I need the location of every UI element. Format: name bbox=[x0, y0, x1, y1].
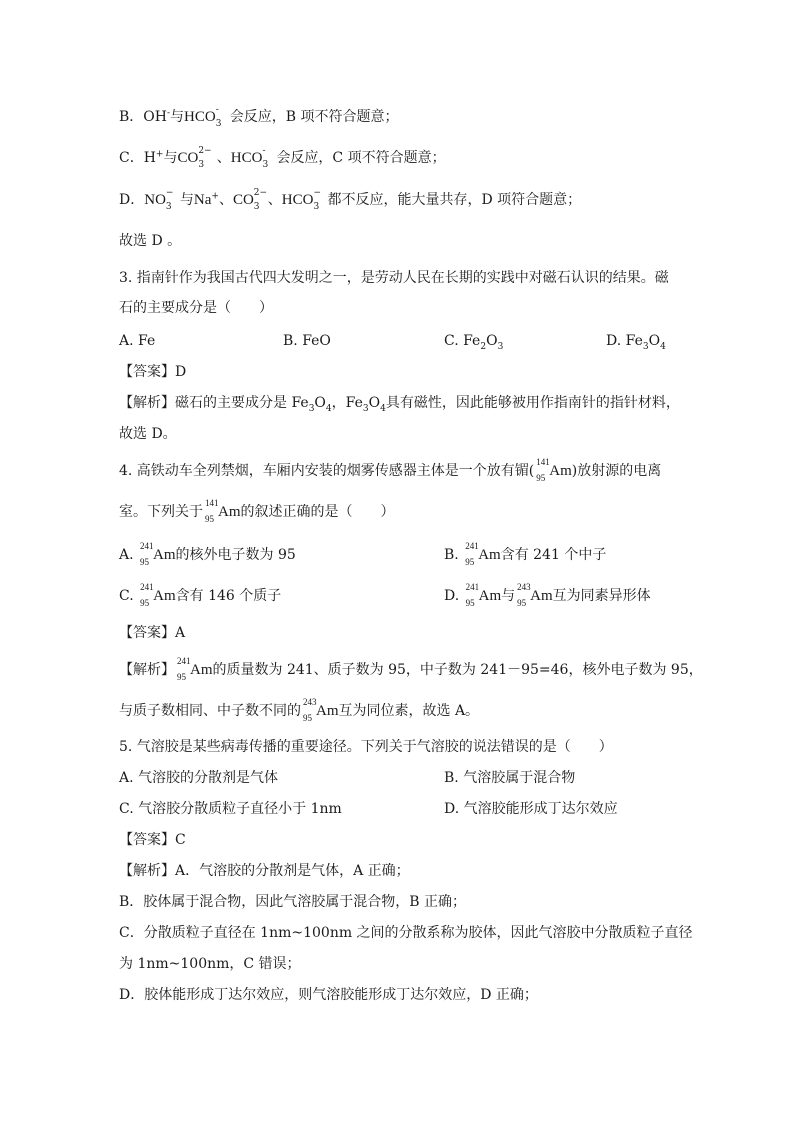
mass-number: 241 bbox=[140, 541, 154, 551]
charge: - bbox=[262, 146, 266, 156]
text: C. bbox=[119, 588, 134, 604]
text: O bbox=[368, 395, 381, 411]
text: O bbox=[648, 333, 661, 349]
subscript: 3 bbox=[198, 160, 205, 170]
mass-number: 141 bbox=[205, 498, 219, 508]
formula: HCO bbox=[230, 150, 263, 166]
element-symbol: Am bbox=[478, 547, 501, 563]
q4-option-a bbox=[119, 541, 296, 567]
text: 、 bbox=[218, 192, 233, 208]
atomic-number: 95 bbox=[140, 598, 150, 608]
text: B. bbox=[444, 547, 459, 563]
element-symbol: Am bbox=[478, 588, 502, 604]
q4-explanation-line2 bbox=[119, 697, 480, 723]
q5-explanation-line2: B．胶体属于混合物，因此气溶胶属于混合物，B 正确； bbox=[119, 894, 467, 910]
atomic-number: 95 bbox=[465, 598, 475, 608]
isotope-notation bbox=[175, 656, 191, 682]
formula: HCO bbox=[281, 192, 314, 208]
text: 会反应，B 项不符合题意； bbox=[229, 109, 399, 125]
text: 的叙述正确的是（ ） bbox=[240, 504, 395, 520]
ion-charge bbox=[254, 190, 268, 210]
text: O bbox=[314, 395, 326, 411]
subscript: 3 bbox=[308, 403, 315, 414]
formula: NO bbox=[144, 192, 166, 208]
charge: 2− bbox=[198, 146, 212, 156]
mass-number: 241 bbox=[465, 582, 480, 592]
text: D. bbox=[444, 588, 460, 604]
q4-answer: 【答案】A bbox=[119, 625, 186, 641]
explanation-line-b bbox=[119, 107, 398, 127]
text: O bbox=[486, 333, 498, 349]
mass-number: 241 bbox=[177, 656, 191, 666]
text: 4. 高铁动车全列禁烟，车厢内安装的烟雾传感器主体是一个放有镅( bbox=[119, 463, 535, 479]
atomic-number: 95 bbox=[465, 557, 475, 567]
isotope-notation bbox=[463, 541, 479, 567]
formula: Na bbox=[193, 192, 212, 208]
charge: 2− bbox=[253, 188, 268, 198]
q5-stem: 5. 气溶胶是某些病毒传播的重要途径。下列关于气溶胶的说法错误的是（ ） bbox=[119, 739, 613, 755]
subscript: 2 bbox=[480, 341, 487, 352]
subscript: 3 bbox=[362, 403, 369, 414]
isotope-notation bbox=[464, 582, 480, 608]
formula: HCO bbox=[184, 109, 216, 125]
q5-explanation-line4: 为 1nm~100nm，C 错误； bbox=[119, 956, 301, 972]
formula: CO bbox=[232, 192, 254, 208]
text: 含有 146 个质子 bbox=[175, 588, 282, 604]
text: C. Fe bbox=[444, 333, 481, 349]
text: 都不反应，能大量共存，D 项符合题意； bbox=[327, 192, 582, 208]
text: 互为同素异形体 bbox=[552, 588, 651, 604]
ion-charge bbox=[262, 148, 276, 168]
text: 【解析】 bbox=[119, 662, 175, 678]
q4-stem-line2 bbox=[119, 498, 395, 524]
text: 、 bbox=[212, 150, 231, 166]
subscript: 3 bbox=[165, 202, 172, 212]
subscript: 3 bbox=[313, 202, 320, 212]
q3-option-a: A. Fe bbox=[119, 333, 156, 349]
superscript: - bbox=[166, 108, 171, 119]
ion-charge bbox=[313, 190, 327, 210]
text: 含有 241 个中子 bbox=[500, 547, 607, 563]
text: )放射源的电离 bbox=[571, 463, 662, 479]
subscript: 3 bbox=[642, 341, 649, 352]
element-symbol: Am bbox=[218, 504, 241, 520]
mass-number: 243 bbox=[303, 697, 317, 707]
mass-number: 241 bbox=[465, 541, 479, 551]
isotope-notation bbox=[138, 541, 154, 567]
q5-explanation-line3: C．分散质粒子直径在 1nm~100nm 之间的分散系称为胶体，因此气溶胶中分散质粒子直径 bbox=[119, 925, 693, 941]
charge: − bbox=[165, 188, 174, 198]
text: 与质子数相同、中子数不同的 bbox=[119, 703, 301, 719]
q5-explanation-line1: 【解析】A．气溶胶的分散剂是气体，A 正确； bbox=[119, 863, 410, 879]
element-symbol: Am bbox=[530, 588, 553, 604]
q4-stem-line1 bbox=[119, 457, 662, 483]
text: D． bbox=[119, 192, 145, 208]
atomic-number: 95 bbox=[205, 514, 214, 524]
text: 的核外电子数为 95 bbox=[175, 547, 296, 563]
isotope-notation bbox=[138, 582, 154, 608]
mass-number: 243 bbox=[517, 582, 531, 592]
subscript: 3 bbox=[253, 202, 260, 212]
q5-option-c: C. 气溶胶分散质粒子直径小于 1nm bbox=[119, 801, 342, 817]
text: D. Fe bbox=[606, 333, 643, 349]
subscript: 4 bbox=[380, 403, 386, 414]
atomic-number: 95 bbox=[536, 473, 546, 483]
text: 具有磁性，因此能够被用作指南针的指针材料， bbox=[385, 395, 680, 411]
q3-stem-line2: 石的主要成分是（ ） bbox=[119, 300, 273, 316]
text: C．H bbox=[119, 150, 156, 166]
text: 、 bbox=[267, 192, 282, 208]
q5-explanation-line5: D．胶体能形成丁达尔效应，则气溶胶能形成丁达尔效应，D 正确； bbox=[119, 987, 538, 1003]
q3-explanation-line1 bbox=[119, 393, 680, 413]
q3-option-c bbox=[444, 331, 503, 351]
text: 的质量数为 241、质子数为 95，中子数为 241－95=46，核外电子数为 95， bbox=[212, 662, 703, 678]
ion-charge bbox=[216, 107, 230, 127]
explanation-line-c bbox=[119, 148, 446, 168]
explanation-line-d bbox=[119, 190, 581, 210]
atomic-number: 95 bbox=[517, 598, 527, 608]
q4-explanation-line1 bbox=[119, 656, 703, 682]
text: A. bbox=[119, 547, 134, 563]
q3-option-b: B. FeO bbox=[283, 333, 331, 349]
text: 与 bbox=[501, 588, 516, 604]
q4-option-c bbox=[119, 582, 282, 608]
charge: − bbox=[313, 188, 322, 198]
isotope-notation bbox=[515, 582, 531, 608]
subscript: 3 bbox=[215, 119, 222, 129]
q5-option-b: B. 气溶胶属于混合物 bbox=[444, 770, 576, 786]
element-symbol: Am bbox=[153, 588, 176, 604]
subscript: 4 bbox=[325, 403, 332, 414]
formula: CO bbox=[177, 150, 199, 166]
charge: + bbox=[211, 191, 219, 202]
element-symbol: Am bbox=[316, 703, 339, 719]
superscript: + bbox=[155, 149, 164, 160]
q3-explanation-line2: 故选 D。 bbox=[119, 426, 177, 442]
mass-number: 241 bbox=[140, 582, 154, 592]
q5-option-d: D. 气溶胶能形成丁达尔效应 bbox=[444, 801, 618, 817]
text: ，Fe bbox=[331, 395, 363, 411]
charge: - bbox=[215, 105, 219, 115]
ion-charge bbox=[166, 190, 180, 210]
text: 与 bbox=[170, 109, 185, 125]
text: 【解析】磁石的主要成分是 Fe bbox=[119, 395, 309, 411]
q5-option-a: A. 气溶胶的分散剂是气体 bbox=[119, 770, 279, 786]
subscript: 3 bbox=[262, 160, 269, 170]
atomic-number: 95 bbox=[303, 713, 312, 723]
conclusion-line: 故选 D 。 bbox=[119, 233, 182, 249]
ion-charge bbox=[198, 148, 212, 168]
mass-number: 141 bbox=[536, 457, 550, 467]
isotope-notation bbox=[534, 457, 550, 483]
atomic-number: 95 bbox=[177, 672, 186, 682]
q4-option-d bbox=[444, 582, 651, 608]
q4-option-b bbox=[444, 541, 607, 567]
element-symbol: Am bbox=[153, 547, 176, 563]
isotope-notation bbox=[301, 697, 317, 723]
isotope-notation bbox=[203, 498, 219, 524]
text: B．OH bbox=[119, 109, 167, 125]
text: 与 bbox=[163, 150, 178, 166]
subscript: 4 bbox=[660, 341, 666, 352]
q3-answer: 【答案】D bbox=[119, 364, 187, 380]
atomic-number: 95 bbox=[140, 557, 150, 567]
text: 会反应，C 项不符合题意； bbox=[276, 150, 446, 166]
text: 与 bbox=[179, 192, 194, 208]
text: 互为同位素，故选 A。 bbox=[338, 703, 480, 719]
q5-answer: 【答案】C bbox=[119, 832, 186, 848]
text: 室。下列关于 bbox=[119, 504, 203, 520]
q3-option-d bbox=[606, 331, 666, 351]
element-symbol: Am bbox=[549, 463, 572, 479]
element-symbol: Am bbox=[190, 662, 213, 678]
q3-stem-line1: 3. 指南针作为我国古代四大发明之一，是劳动人民在长期的实践中对磁石认识的结果。磁 bbox=[119, 270, 669, 286]
subscript: 3 bbox=[497, 341, 504, 352]
